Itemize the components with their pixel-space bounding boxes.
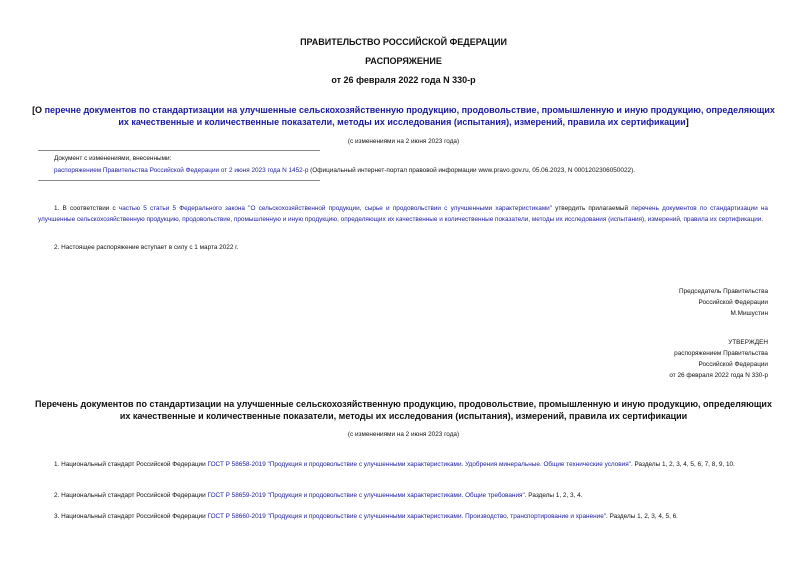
- document-type: РАСПОРЯЖЕНИЕ: [365, 56, 442, 66]
- standard-link[interactable]: ГОСТ Р 58660-2019 "Продукция и продовольствие с улучшенными характеристиками. Производство, транспортирование и хранение": [207, 513, 607, 520]
- signature-block: [679, 286, 768, 319]
- signature-country: Российской Федерации: [698, 299, 768, 306]
- approval-date: от 26 февраля 2022 года N 330-р: [669, 372, 768, 379]
- federal-law-link[interactable]: частью 5 статьи 5 Федерального закона "О сельскохозяйственной продукции, сырье и продовольствии с улучшенными характеристиками": [118, 205, 552, 212]
- list-item-prefix: 1. Национальный стандарт Российской Федерации: [54, 461, 208, 468]
- p1-end: .: [761, 215, 764, 223]
- list-link[interactable]: перечень документов по стандартизации на улучшенные сельскохозяйственную продукцию, продовольствие, промышленную и иную продукцию, определяющих их качественные и количественные показатели, методы их исследования (испытания), измерений, правила их сертификации: [38, 205, 768, 223]
- government-heading: ПРАВИТЕЛЬСТВО РОССИЙСКОЙ ФЕДЕРАЦИИ: [300, 37, 507, 47]
- standard-link[interactable]: ГОСТ Р 58659-2019 "Продукция и продовольствие с улучшенными характеристиками. Общие требования": [207, 492, 525, 499]
- amending-order-link[interactable]: распоряжением Правительства Российской Федерации от 2 июня 2023 года N 1452-р: [54, 167, 309, 174]
- list-item-sections: . Разделы 1, 2, 3, 4.: [524, 492, 583, 499]
- list-item-prefix: 3. Национальный стандарт Российской Федерации: [54, 513, 208, 520]
- changes-heading: Документ с изменениями, внесенными:: [54, 155, 172, 162]
- divider-top: [38, 150, 320, 151]
- list-title-line-2: их качественные и количественные показатели, методы их исследования (испытания), измерений, правила их сертификации: [119, 411, 688, 421]
- approval-by: распоряжением Правительства: [674, 350, 768, 357]
- approval-country: Российской Федерации: [698, 361, 768, 368]
- signature-position: Председатель Правительства: [679, 288, 768, 295]
- changes-reference: [54, 167, 774, 174]
- divider-bottom: [38, 180, 320, 181]
- list-item-sections: . Разделы 1, 2, 3, 4, 5, 6.: [606, 513, 678, 520]
- p1-mid: утвердить прилагаемый: [551, 205, 632, 212]
- amendment-note: (с изменениями на 2 июня 2023 года): [347, 138, 460, 145]
- title-bracket-close: ]: [685, 117, 689, 127]
- list-title-line-1: Перечень документов по стандартизации на улучшенные сельскохозяйственную продукцию, продовольствие, промышленную и иную продукцию, определяющих: [35, 399, 772, 409]
- document-title: [30, 104, 777, 128]
- paragraph-2: 2. Настоящее распоряжение вступает в силу с 1 марта 2022 г.: [54, 244, 239, 251]
- list-title: [30, 398, 777, 422]
- list-item: [38, 460, 768, 471]
- list-item: [38, 491, 768, 502]
- list-item-prefix: 2. Национальный стандарт Российской Федерации: [54, 492, 208, 499]
- standard-link[interactable]: ГОСТ Р 58658-2019 "Продукция и продовольствие с улучшенными характеристиками. Удобрения минеральные. Общие технические условия": [207, 461, 631, 468]
- document-title-link[interactable]: перечне документов по стандартизации на улучшенные сельскохозяйственную продукцию, продовольствие, промышленную и иную продукцию, определяющих их качественные и количественные показатели, методы их исследования (испытания), измерений, правила их сертификации: [44, 105, 775, 127]
- list-item: [38, 512, 768, 523]
- approval-block: [669, 337, 768, 381]
- approval-label: УТВЕРЖДЕН: [728, 339, 768, 346]
- list-amendment-note: (с изменениями на 2 июня 2023 года): [347, 431, 460, 438]
- title-bracket-open: [О: [32, 105, 45, 115]
- paragraph-1: [38, 204, 768, 225]
- document-date-number: от 26 февраля 2022 года N 330-р: [331, 75, 476, 85]
- list-item-sections: . Разделы 1, 2, 3, 4, 5, 6, 7, 8, 9, 10.: [630, 461, 735, 468]
- changes-source: (Официальный интернет-портал правовой информации www.pravo.gov.ru, 05.06.2023, N 0001202306050022).: [308, 167, 635, 174]
- signature-name: М.Мишустин: [730, 310, 768, 317]
- p1-prefix: 1. В соответствии с: [54, 205, 119, 212]
